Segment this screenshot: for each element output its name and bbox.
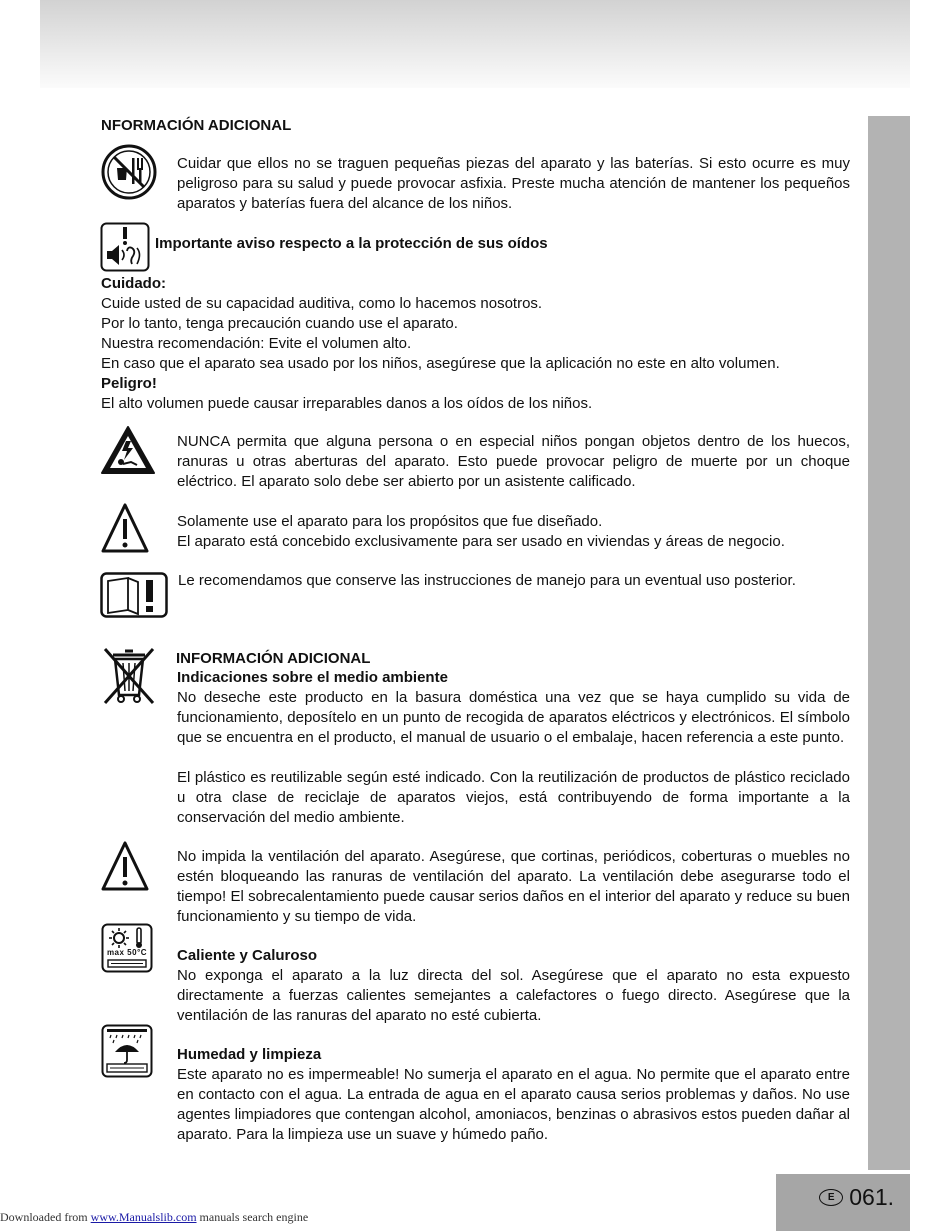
purpose-line-2: El aparato está concebido exclusivamente para ser usado en viviendas y áreas de negocio. — [177, 533, 785, 550]
manualslib-link[interactable]: www.Manualslib.com — [90, 1210, 197, 1224]
humidity-text: Este aparato no es impermeable! No sumerja el aparato en el agua. No permite que el aparato entre en contacto con el agua. La entrada de agua en el aparato causa serios problemas y daños. No use agentes limpiadores que contengan alcohol, amoniacos, benzinas o abrasivos estos pueden dañar al aparato. Para la limpieza use un suave y húmedo paño. — [177, 1066, 850, 1143]
cuidado-line-4: En caso que el aparato sea usado por los niños, asegúrese que la aplicación no este en alto volumen. — [101, 355, 780, 372]
cuidado-line-3: Nuestra recomendación: Evite el volumen alto. — [101, 335, 412, 352]
download-footer — [0, 1210, 308, 1225]
hearing-warning-icon — [100, 222, 150, 272]
footer-suffix: manuals search engine — [199, 1210, 309, 1224]
ventilation-text: No impida la ventilación del aparato. Asegúrese, que cortinas, periódicos, coberturas o muebles no estén bloqueando las ranuras de ventilación del aparato. La ventilación debe asegurarse todo el tiempo! El sobrecalentamiento puede causar serios daños en el interior del aparato y reduce su buen funcionamiento y su tiempo de vida. — [177, 848, 850, 925]
hearing-heading: Importante aviso respecto a la protección de sus oídos — [155, 235, 548, 252]
cuidado-line-1: Cuide usted de su capacidad auditiva, como lo hacemos nosotros. — [101, 295, 543, 312]
section-title: NFORMACIÓN ADICIONAL — [101, 117, 292, 134]
heat-text: No exponga el aparato a la luz directa del sol. Asegúrese que el aparato no esta expuesto directamente a fuerzas calientes semejantes a calefactores o fuego directo. Asegúrese que la ventilación de las ranuras del aparato no esté cubierta. — [177, 967, 850, 1024]
footer-prefix: Downloaded from — [0, 1210, 88, 1224]
purpose-line-1: Solamente use el aparato para los propósitos que fue diseñado. — [177, 513, 603, 530]
manual-text: Le recomendamos que conserve las instrucciones de manejo para un eventual uso posterior. — [178, 572, 796, 589]
environment-heading: Indicaciones sobre el medio ambiente — [177, 669, 448, 686]
page-number: 061. — [849, 1184, 894, 1210]
max-temperature-icon — [101, 923, 153, 973]
cuidado-label: Cuidado: — [101, 275, 166, 292]
section-title-2: INFORMACIÓN ADICIONAL — [176, 650, 371, 667]
electric-shock-warning-icon — [99, 424, 157, 476]
choking-warning-text: Cuidar que ellos no se traguen pequeñas piezas del aparato y las baterías. Si esto ocurre es muy peligroso para su salud y puede provocar asfixia. Preste mucha atención de mantener los pequeños aparatos y baterías fuera del alcance de los niños. — [177, 155, 850, 212]
page-number-box — [776, 1174, 910, 1231]
no-children-small-parts-icon — [101, 144, 157, 200]
cuidado-line-2: Por lo tanto, tenga precaución cuando use el aparato. — [101, 315, 458, 332]
manual-icon — [100, 572, 168, 618]
environment-paragraph-1: No deseche este producto en la basura doméstica una vez que se haya cumplido su vida de funcionamiento, deposítelo en un punto de recogida de aparatos eléctricos y electrónicos. El símbolo que se encuentra en el producto, el manual de usuario o el embalaje, hacen referencia a este punto. — [177, 689, 850, 746]
crossed-bin-icon — [101, 643, 157, 707]
caution-triangle-icon — [100, 840, 150, 892]
side-bar — [868, 116, 910, 1170]
environment-paragraph-2: El plástico es reutilizable según esté indicado. Con la reutilización de productos de plástico reciclado u otra clase de reciclaje de aparatos viejos, está contribuyendo de forma importante a la conservación del medio ambiente. — [177, 769, 850, 826]
peligro-line: El alto volumen puede causar irreparables danos a los oídos de los niños. — [101, 395, 593, 412]
electric-shock-text: NUNCA permita que alguna persona o en especial niños pongan objetos dentro de los huecos, ranuras u otras aberturas del aparato. Esto puede provocar peligro de muerte por un choque eléctrico. El aparato solo debe ser abierto por un asistente calificado. — [177, 433, 850, 490]
header-band — [40, 0, 910, 88]
caution-triangle-icon — [100, 502, 150, 554]
peligro-label: Peligro! — [101, 375, 157, 392]
heat-heading: Caliente y Caluroso — [177, 947, 318, 964]
humidity-heading: Humedad y limpieza — [177, 1046, 322, 1063]
max-temperature-label: max 50°C — [106, 948, 148, 957]
humidity-icon — [101, 1024, 153, 1078]
language-mark: E — [819, 1189, 843, 1206]
